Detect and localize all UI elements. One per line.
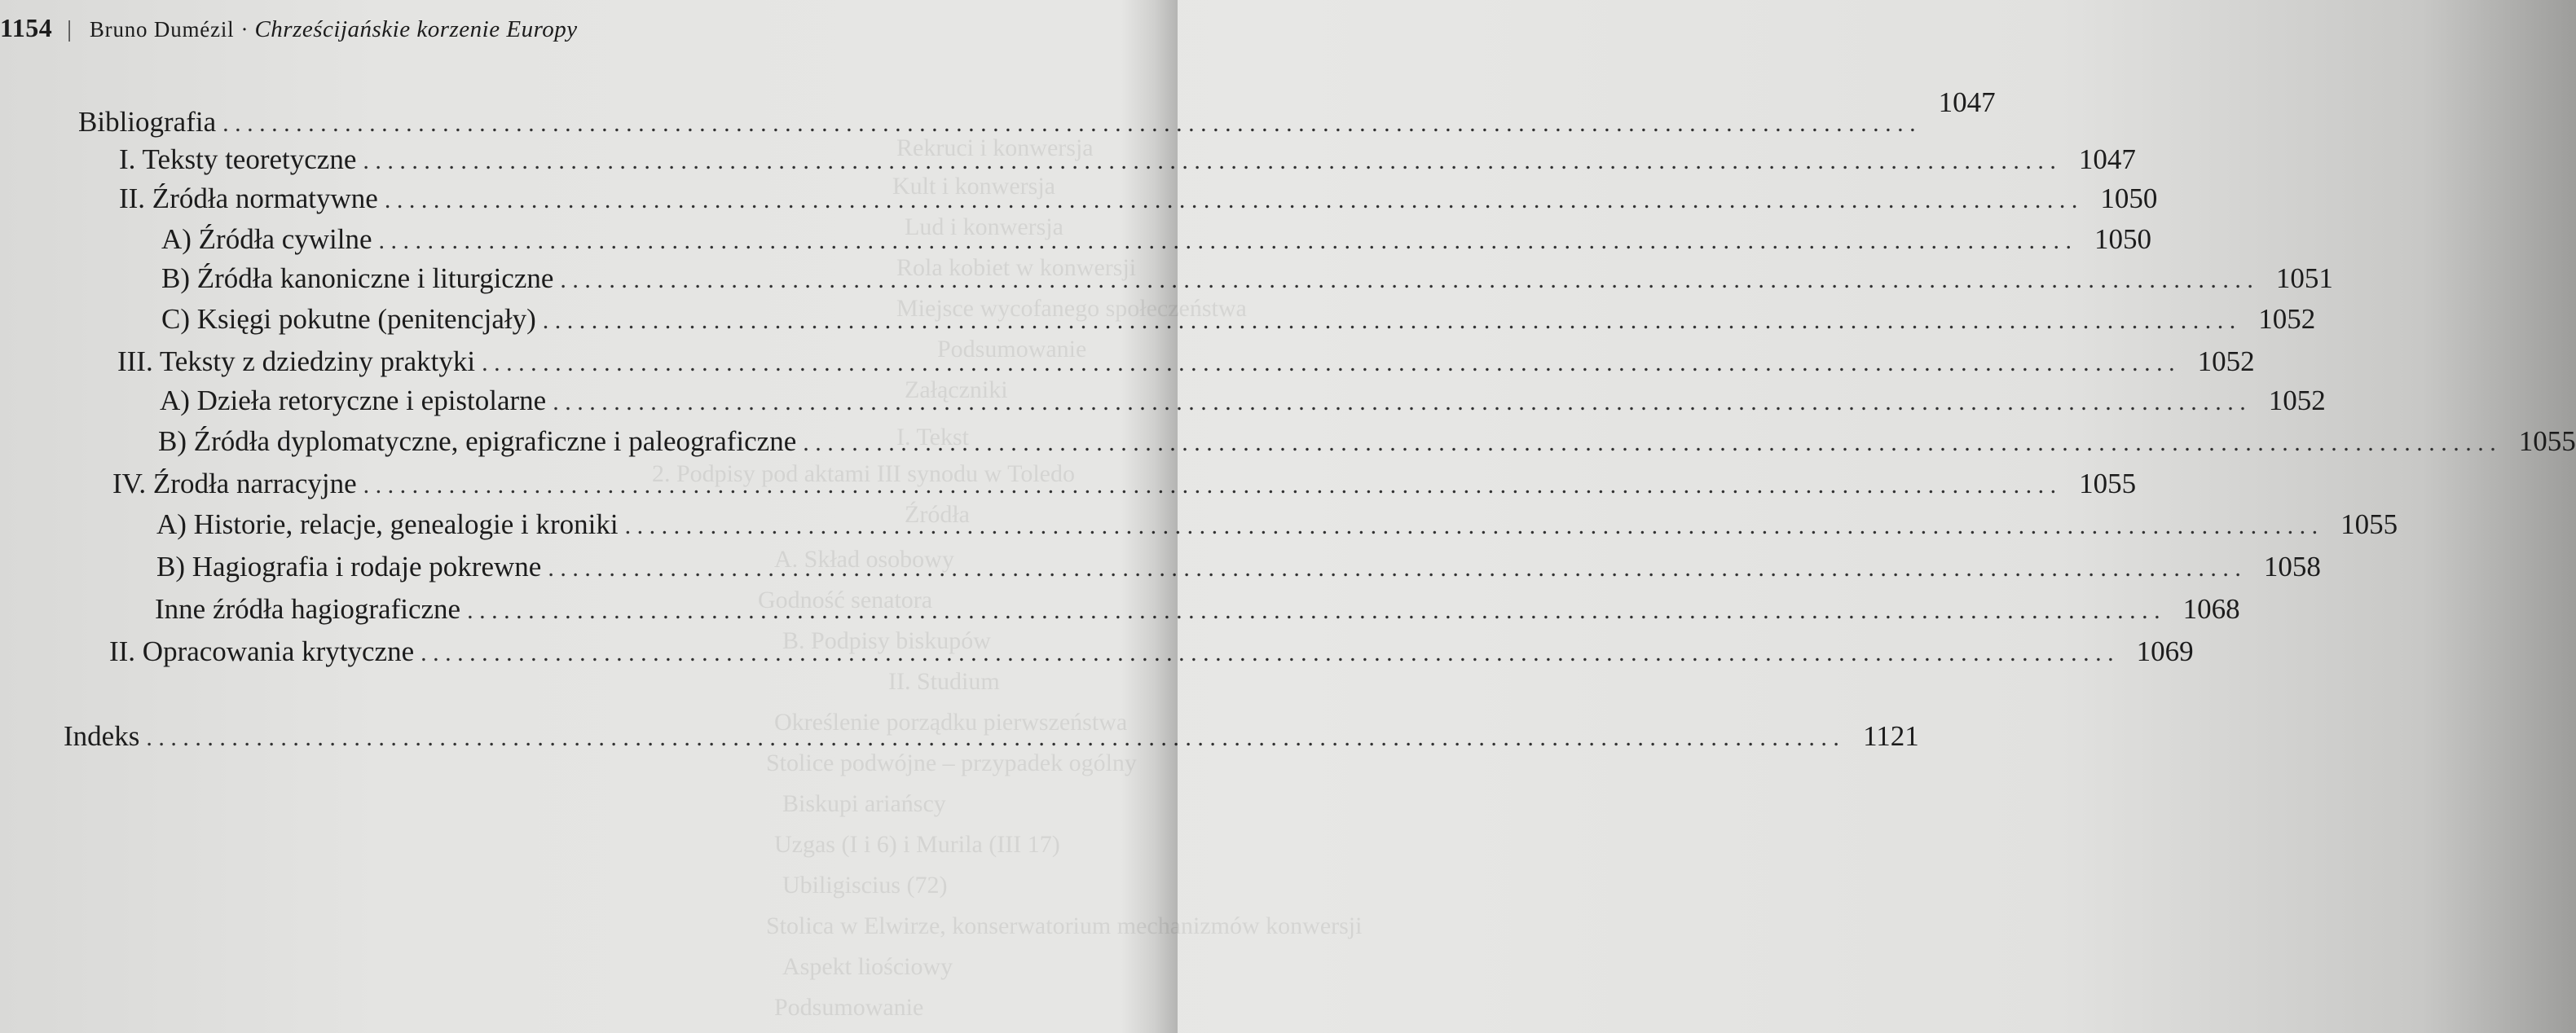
toc-entry-teksty-teoretyczne — [119, 143, 2136, 178]
toc-entry-ksiegi-pokutne — [161, 303, 2316, 337]
toc-entry-page: 1047 — [2078, 143, 2136, 175]
toc-entry-page: 1055 — [2518, 425, 2576, 457]
toc-entry-label: B) Hagiografia i rodaje pokrewne — [156, 551, 542, 582]
dot-leader — [363, 145, 2056, 178]
toc-entry-label: III. Teksty z dziedziny praktyki — [117, 345, 476, 377]
dot-leader — [421, 637, 2114, 670]
dot-leader — [625, 510, 2318, 543]
dot-leader — [222, 108, 1916, 140]
toc-entry-bibliografia — [78, 86, 1996, 140]
dot-leader — [803, 427, 2496, 459]
dot-leader — [482, 347, 2175, 380]
toc-entry-page: 1050 — [2100, 182, 2158, 214]
toc-entry-label: Indeks — [64, 720, 140, 752]
dot-leader — [385, 184, 2078, 217]
dot-leader — [553, 386, 2246, 419]
dot-leader — [560, 264, 2253, 297]
toc-entry-page: 1052 — [2197, 345, 2255, 377]
toc-entry-label: C) Księgi pokutne (penitencjały) — [161, 303, 536, 335]
dot-leader — [543, 305, 2236, 337]
toc-entry-page: 1047 — [1938, 86, 1996, 118]
toc-entry-label: B) Źródła kanoniczne i liturgiczne — [161, 262, 554, 294]
page-number: 1154 — [0, 13, 53, 42]
dot-leader — [146, 722, 1839, 754]
toc-entry-page: 1069 — [2136, 635, 2194, 667]
toc-entry-label: Inne źródła hagiograficzne — [155, 593, 461, 625]
toc-entry-opracowania — [109, 635, 2194, 670]
toc-entry-page: 1052 — [2258, 303, 2316, 335]
toc-entry-zrodla-normatywne — [119, 182, 2158, 217]
toc-entry-hagiografia — [156, 551, 2321, 585]
toc-entry-label: B) Źródła dyplomatyczne, epigraficzne i paleograficzne — [158, 425, 797, 457]
header-dot: · — [240, 17, 249, 42]
toc-entry-label: A) Źródła cywilne — [161, 223, 372, 255]
toc-entry-label: Bibliografia — [78, 106, 217, 138]
toc-entry-dziela-retoryczne — [160, 385, 2326, 419]
show-through-text: Rekruci i konwersja Kult i konwersja Lud i konwersja Rola kobiet w konwersji Miejsce wycofanego społeczeństwa Podsumowanie Załączniki I. Tekst 2. Podpisy pod aktami III synodu w Toledo Źródła A. Skład osobowy Godność senatora B. Podpisy biskupów II. Studium Określenie porządku pierwszeństwa Stolice podwójne – przypadek ogólny Biskupi ariańscy Uzgas (I i 6) i Murila (III 17) Ubiligiscius (72) Stolica w Elwirze, konserwatorium mechanizmów konwersji Aspekt liościowy Podsumowanie — [652, 134, 1363, 1021]
toc-entry-zrodla-kanoniczne — [161, 262, 2333, 297]
dot-leader — [363, 469, 2057, 502]
author-name: Bruno Dumézil — [89, 17, 235, 42]
toc-entry-inne-zrodla — [155, 593, 2240, 627]
toc-entry-zrodla-cywilne — [161, 223, 2152, 257]
dot-leader — [379, 225, 2072, 257]
toc-entry-historie-kroniki — [156, 508, 2398, 543]
toc-entry-page: 1058 — [2263, 551, 2321, 582]
toc-entry-page: 1051 — [2275, 262, 2333, 294]
toc-entry-label: IV. Źrodła narracyjne — [112, 468, 357, 499]
toc-entry-label: II. Źródła normatywne — [119, 182, 378, 214]
toc-entry-label: A) Historie, relacje, genealogie i kroniki — [156, 508, 619, 540]
dot-leader — [467, 595, 2160, 627]
toc-entry-page: 1055 — [2079, 468, 2137, 499]
toc-entry-indeks — [64, 720, 1919, 754]
toc-entry-label: A) Dzieła retoryczne i epistolarne — [160, 385, 547, 416]
toc-entry-teksty-praktyki — [117, 345, 2255, 380]
toc-entry-label: I. Teksty teoretyczne — [119, 143, 357, 175]
toc-entry-page: 1068 — [2182, 593, 2240, 625]
dot-leader — [548, 552, 2241, 585]
toc-entry-page: 1052 — [2268, 385, 2326, 416]
toc-entry-label: II. Opracowania krytyczne — [109, 635, 415, 667]
toc-entry-zrodla-dyplomatyczne — [158, 425, 2576, 459]
header-separator: | — [67, 17, 72, 42]
toc-entry-page: 1050 — [2094, 223, 2152, 255]
toc-entry-page: 1055 — [2340, 508, 2398, 540]
book-title: Chrześcijańskie korzenie Europy — [254, 16, 578, 42]
toc-entry-zrodla-narracyjne — [112, 468, 2137, 502]
toc-entry-page: 1121 — [1863, 720, 1919, 752]
